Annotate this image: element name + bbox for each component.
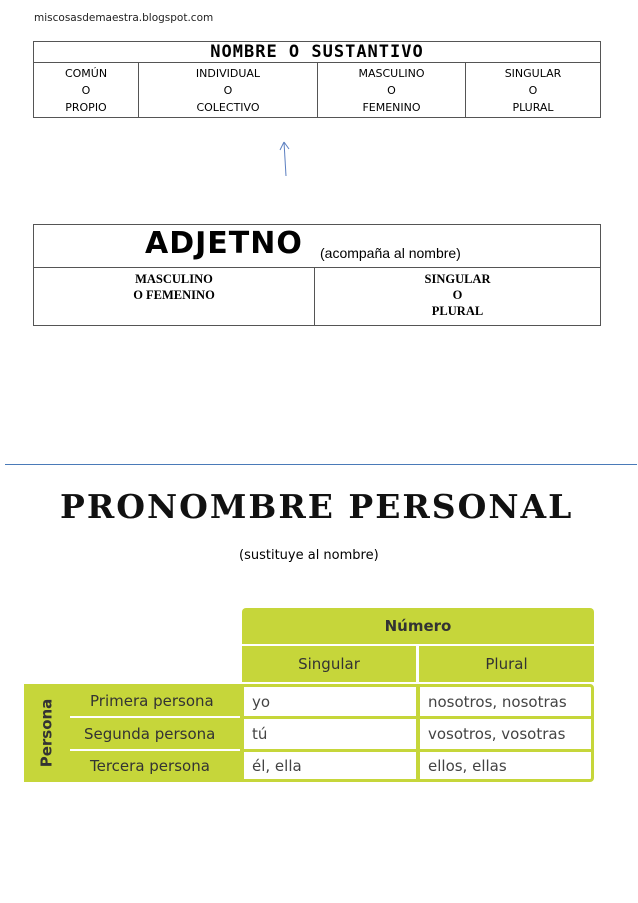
plural-header: Plural bbox=[419, 646, 594, 682]
noun-cell-text: PROPIO bbox=[65, 100, 107, 114]
up-arrow-icon bbox=[278, 140, 294, 178]
noun-cell-text: O bbox=[81, 83, 91, 97]
noun-cell-singular bbox=[466, 63, 601, 118]
adjective-cell-text: PLURAL bbox=[431, 304, 484, 318]
adjective-gender-cell bbox=[34, 268, 315, 326]
cell-segunda-plural: vosotros, vosotras bbox=[420, 719, 590, 749]
noun-cell-text: SINGULAR bbox=[504, 66, 562, 80]
noun-cell-text: MASCULINO bbox=[358, 66, 425, 80]
grid-line bbox=[240, 716, 594, 719]
site-url: miscosasdemaestra.blogspot.com bbox=[34, 12, 214, 24]
noun-cell-masculino bbox=[318, 63, 466, 118]
noun-cell-individual bbox=[139, 63, 318, 118]
cell-tercera-plural: ellos, ellas bbox=[420, 752, 590, 779]
noun-cell-comun bbox=[34, 63, 139, 118]
grid-line bbox=[416, 684, 420, 782]
grid-line bbox=[240, 684, 244, 782]
noun-cell-text: O bbox=[528, 83, 538, 97]
grid-line bbox=[70, 749, 240, 751]
adjective-number-cell bbox=[315, 268, 601, 326]
cell-primera-plural: nosotros, nosotras bbox=[420, 687, 590, 716]
row-label-segunda: Segunda persona bbox=[70, 718, 240, 749]
cell-primera-singular: yo bbox=[244, 687, 416, 716]
noun-cell-text: FEMENINO bbox=[362, 100, 421, 114]
grid-line bbox=[68, 684, 70, 782]
pronoun-table bbox=[24, 608, 594, 782]
singular-header: Singular bbox=[242, 646, 416, 682]
grid-line bbox=[70, 716, 240, 718]
adjective-cell-text: MASCULINO bbox=[135, 272, 213, 286]
persona-label-cell bbox=[24, 684, 68, 782]
noun-table bbox=[33, 41, 601, 118]
cell-tercera-singular: él, ella bbox=[244, 752, 416, 779]
adjective-table bbox=[33, 224, 601, 326]
noun-cell-text: O bbox=[223, 83, 233, 97]
cell-segunda-singular: tú bbox=[244, 719, 416, 749]
pronoun-title: PRONOMBRE PERSONAL bbox=[60, 487, 574, 526]
adjective-cell-text: O FEMENINO bbox=[133, 288, 215, 302]
pronoun-subtitle: (sustituye al nombre) bbox=[239, 548, 379, 563]
adjective-cell-text: SINGULAR bbox=[424, 272, 491, 286]
noun-cell-text: COMÚN bbox=[64, 66, 108, 80]
adjective-title: ADJETNO bbox=[145, 226, 303, 261]
noun-title: NOMBRE O SUSTANTIVO bbox=[34, 42, 601, 63]
numero-header: Número bbox=[242, 608, 594, 644]
grid-line bbox=[240, 749, 594, 752]
noun-cell-text: O bbox=[387, 83, 396, 97]
row-label-primera: Primera persona bbox=[70, 686, 240, 716]
adjective-cell-text: O bbox=[452, 288, 463, 302]
section-divider bbox=[5, 464, 637, 465]
adjective-subtitle: (acompaña al nombre) bbox=[320, 245, 461, 261]
persona-label: Persona bbox=[37, 698, 56, 768]
noun-cell-text: INDIVIDUAL bbox=[195, 66, 261, 80]
noun-cell-text: COLECTIVO bbox=[196, 100, 260, 114]
row-label-tercera: Tercera persona bbox=[70, 751, 240, 781]
noun-cell-text: PLURAL bbox=[512, 100, 554, 114]
adjective-title-cell bbox=[34, 225, 601, 268]
